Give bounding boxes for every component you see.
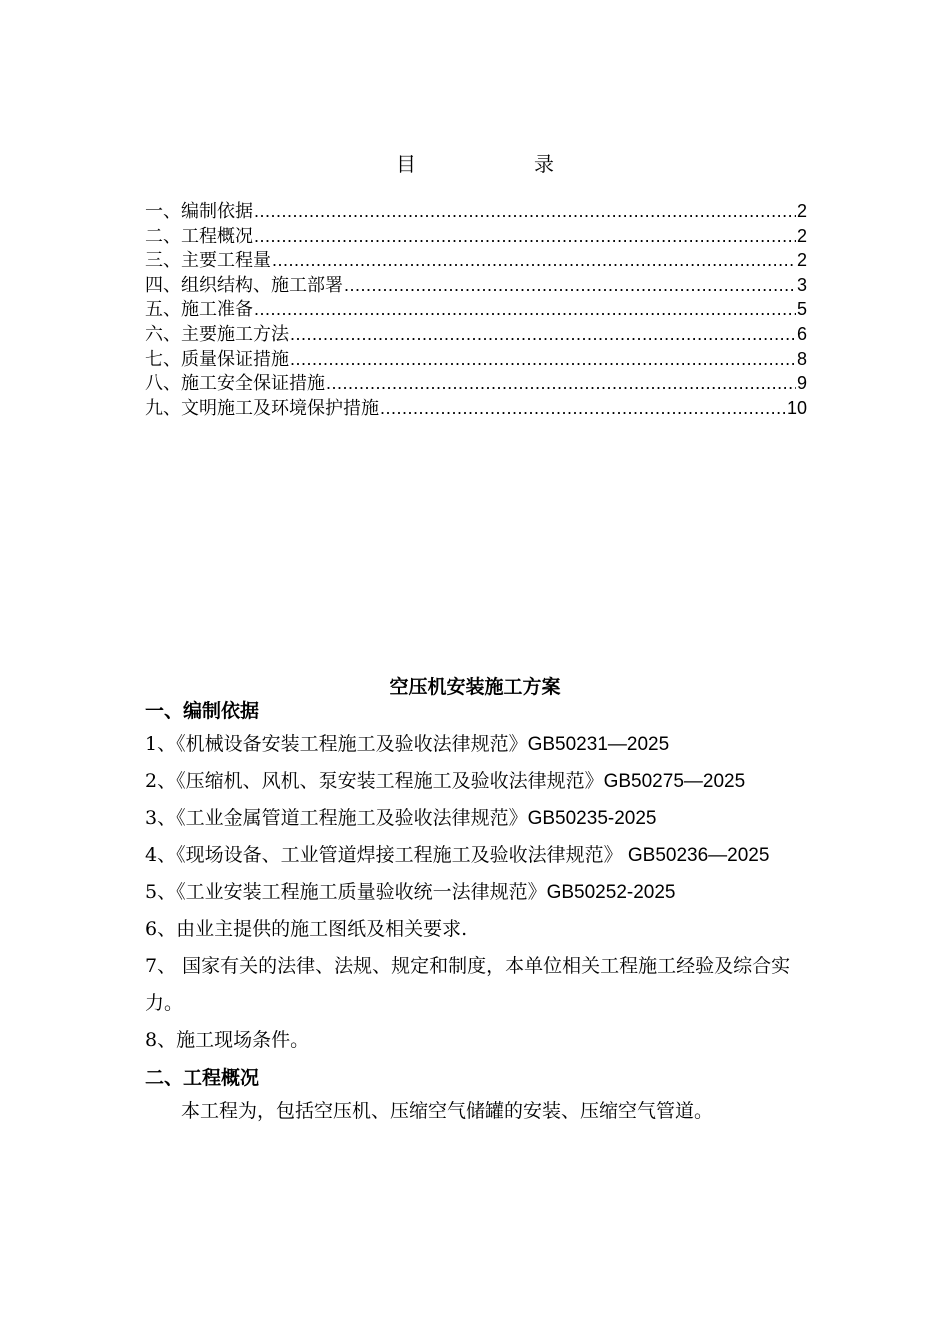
reference-title: 8、施工现场条件。 — [145, 1029, 310, 1051]
reference-item — [145, 837, 807, 874]
reference-code: GB50236—2025 — [622, 845, 770, 866]
reference-code: GB50235-2025 — [527, 808, 657, 829]
toc-entry-page: 5 — [796, 299, 807, 320]
toc-title — [0, 148, 950, 177]
toc-leader-dots — [290, 322, 796, 347]
toc-entry[interactable] — [145, 347, 807, 372]
reference-title: 4、《现场设备、工业管道焊接工程施工及验收法律规范》 — [145, 844, 623, 866]
toc-leader-dots — [254, 224, 796, 249]
toc-title-left: 目 — [396, 152, 416, 176]
reference-title: 5、《工业安装工程施工质量验收统一法律规范》 — [145, 881, 547, 903]
reference-item — [145, 948, 807, 1022]
toc-entry-label: 二、工程概况 — [145, 225, 253, 247]
document-body — [145, 696, 807, 1130]
toc-entry[interactable] — [145, 371, 807, 396]
reference-title: 7、 国家有关的法律、法规、规定和制度，本单位相关工程施工经验及综合实力。 — [145, 955, 791, 1014]
toc-entry-page: 2 — [796, 225, 807, 246]
toc-entry-page: 8 — [796, 348, 807, 369]
toc-entry-page: 10 — [786, 397, 807, 418]
toc-entry-label: 四、组织结构、施工部署 — [145, 274, 343, 296]
toc-entry[interactable] — [145, 273, 807, 298]
reference-title: 1、《机械设备安装工程施工及验收法律规范》 — [145, 733, 528, 755]
toc-leader-dots — [254, 199, 796, 224]
toc-leader-dots — [272, 248, 796, 273]
toc-entry[interactable] — [145, 199, 807, 224]
toc-leader-dots — [326, 371, 796, 396]
toc-leader-dots — [254, 297, 796, 322]
toc-entry-page: 3 — [796, 274, 807, 295]
toc-entry-label: 八、施工安全保证措施 — [145, 373, 325, 395]
document-title: 空压机安装施工方案 — [389, 676, 561, 698]
reference-item — [145, 911, 807, 948]
toc-entry-page: 9 — [796, 373, 807, 394]
toc-entry-label: 一、编制依据 — [145, 201, 253, 222]
section-paragraph: 本工程为，包括空压机、压缩空气储罐的安装、压缩空气管道。 — [181, 1100, 714, 1122]
toc-entry-label: 七、质量保证措施 — [145, 348, 289, 370]
toc-entry[interactable] — [145, 224, 807, 249]
toc-leader-dots — [290, 347, 796, 372]
toc-entry[interactable] — [145, 248, 807, 273]
reference-title: 6、由业主提供的施工图纸及相关要求. — [145, 918, 468, 940]
reference-item — [145, 800, 807, 837]
reference-item — [145, 1022, 807, 1059]
reference-item — [145, 874, 807, 911]
reference-code: GB50252-2025 — [546, 882, 676, 903]
reference-code: GB50231—2025 — [527, 734, 670, 755]
reference-code: GB50275—2025 — [603, 771, 746, 792]
table-of-contents — [145, 199, 807, 420]
toc-entry[interactable] — [145, 396, 807, 421]
toc-leader-dots — [380, 396, 786, 421]
reference-item — [145, 726, 807, 763]
toc-entry-label: 三、主要工程量 — [145, 250, 271, 272]
toc-leader-dots — [344, 273, 796, 298]
reference-title: 3、《工业金属管道工程施工及验收法律规范》 — [145, 807, 528, 829]
section-heading: 一、编制依据 — [145, 700, 260, 722]
reference-title: 2、《压缩机、风机、泵安装工程施工及验收法律规范》 — [145, 770, 604, 792]
toc-entry-page: 2 — [796, 201, 807, 221]
toc-title-right: 录 — [534, 152, 554, 176]
toc-entry[interactable] — [145, 297, 807, 322]
toc-entry[interactable] — [145, 322, 807, 347]
reference-item — [145, 763, 807, 800]
toc-entry-label: 九、文明施工及环境保护措施 — [145, 397, 379, 419]
toc-entry-label: 六、主要施工方法 — [145, 323, 289, 345]
toc-entry-page: 6 — [796, 323, 807, 344]
toc-entry-label: 五、施工准备 — [145, 299, 253, 321]
section-heading: 二、工程概况 — [145, 1067, 260, 1089]
toc-entry-page: 2 — [796, 250, 807, 271]
